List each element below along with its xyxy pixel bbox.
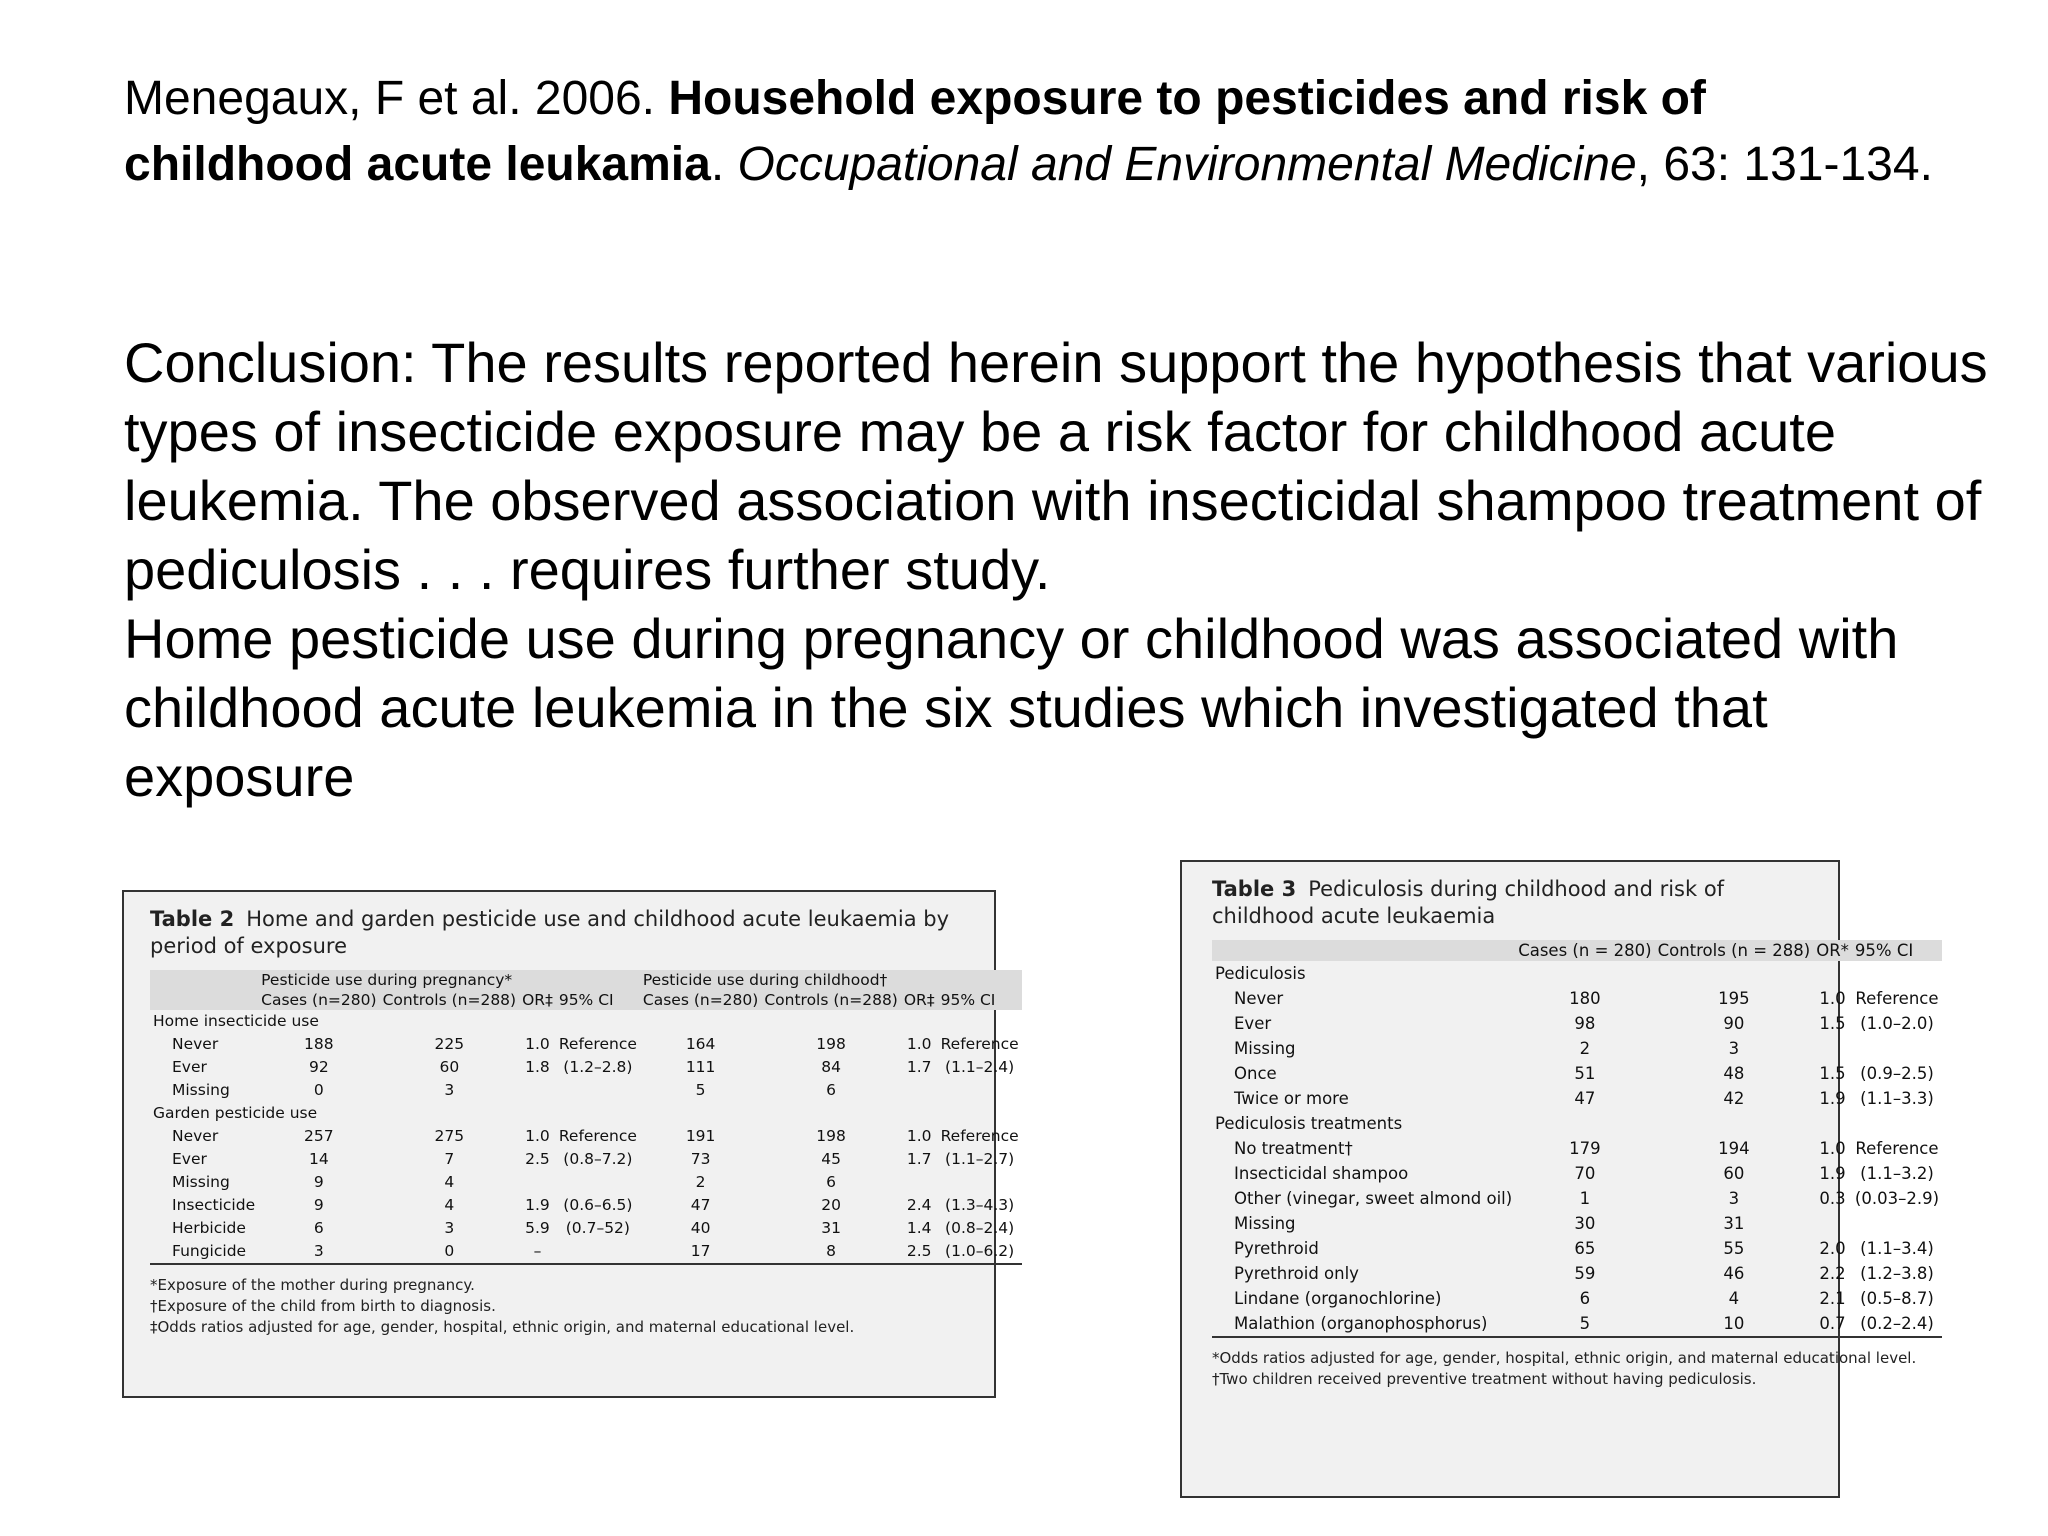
table-cell: 6 [1579,1289,1591,1308]
row-label: Never [172,1035,219,1053]
table-cell: 2.4 [906,1196,932,1214]
row-label: Pyrethroid [1234,1239,1319,1258]
table-2-image [122,890,1019,1398]
table-bottom-rule [1212,1337,1942,1340]
table-cell: 198 [816,1127,846,1145]
table-row [150,1079,1022,1102]
table-cell: 60 [1723,1164,1745,1183]
table-row [1212,1136,1942,1161]
table-cell: 3 [444,1219,455,1237]
table-cell: Reference [940,1035,1019,1053]
footnote: †Exposure of the child from birth to diagnosis. [150,1297,496,1315]
table-cell: 48 [1723,1064,1745,1083]
table-cell: 60 [439,1058,460,1076]
table-cell: (1.1–3.4) [1860,1239,1934,1258]
table-cell: 10 [1723,1314,1745,1333]
table-cell: 8 [826,1242,837,1260]
table-section-row [150,1102,1022,1125]
table-cell: 1.4 [906,1219,932,1237]
row-label: Never [172,1127,219,1145]
section-title: Home insecticide use [153,1012,319,1030]
citation-journal: Occupational and Environmental Medicine [737,138,1637,191]
table-cell: (1.3–4.3) [945,1196,1015,1214]
row-label: Twice or more [1234,1089,1349,1108]
footnote: ‡Odds ratios adjusted for age, gender, hospital, ethnic origin, and maternal educational level. [150,1318,855,1336]
table-row [1212,1036,1942,1061]
table-row [1212,1186,1942,1211]
table-cell: 9 [313,1173,324,1191]
table-cell: Reference [1855,1139,1939,1158]
table-cell: 2.5 [525,1150,550,1168]
row-label: Missing [172,1081,230,1099]
table-cell [1852,1036,1942,1061]
table-cell: 191 [685,1127,716,1145]
table-2-group-header: Pesticide use during pregnancy* [258,970,640,990]
section-title: Garden pesticide use [153,1104,318,1122]
table-cell: 65 [1574,1239,1596,1258]
table-cell: 46 [1723,1264,1745,1283]
table-cell: 198 [816,1035,846,1053]
row-label: No treatment† [1234,1139,1353,1158]
table-cell [901,1171,938,1194]
table-cell: 1.7 [906,1150,932,1168]
table-cell: 2.0 [1819,1239,1846,1258]
table-cell: 51 [1574,1064,1596,1083]
table-cell: 188 [304,1035,334,1053]
table-cell: 257 [304,1127,334,1145]
table-row [1212,1061,1942,1086]
section-title: Pediculosis treatments [1215,1114,1403,1133]
table-row [1212,1086,1942,1111]
table-cell: 6 [826,1081,837,1099]
table-section-row [1212,961,1942,986]
column-header: Cases (n = 280) [1515,940,1654,961]
table-cell: 1.0 [906,1127,932,1145]
table-cell: (0.6–6.5) [563,1196,633,1214]
table-cell: 1.0 [525,1127,550,1145]
table-cell: 3 [1728,1039,1740,1058]
table-cell: 0.7 [1819,1314,1846,1333]
citation-title: Household exposure to pesticides and risk of childhood acute leukamia [124,72,1706,191]
table-3-footnotes [1212,1348,1917,1390]
table-cell [1813,1036,1852,1061]
table-cell: 47 [1574,1089,1596,1108]
table-cell: (1.1–2.7) [945,1150,1015,1168]
table-cell: 2 [695,1173,706,1191]
column-header: Controls (n=288) [380,990,520,1010]
table-cell: (1.1–3.2) [1860,1164,1934,1183]
table-cell: (0.2–2.4) [1860,1314,1934,1333]
table-cell: 59 [1574,1264,1596,1283]
table-cell: 1.0 [906,1035,932,1053]
table-cell: 225 [434,1035,465,1053]
table-cell: (1.0–6.2) [945,1242,1015,1260]
table-cell [1852,1211,1942,1236]
table-cell: 84 [821,1058,841,1076]
table-cell: 0 [313,1081,324,1099]
table-cell: 30 [1574,1214,1596,1233]
table-3-image [1180,860,1940,1498]
table-cell: 90 [1723,1014,1745,1033]
column-header: 95% CI [1852,940,1942,961]
table-2-grid [150,970,1022,1267]
table-cell: 73 [690,1150,711,1168]
table-cell: 180 [1569,989,1601,1008]
table-cell: 1.0 [1819,1139,1846,1158]
table-cell: (0.8–7.2) [563,1150,633,1168]
table-cell: 3 [313,1242,324,1260]
table-cell: 5 [1579,1314,1591,1333]
column-header: OR* [1813,940,1852,961]
table-row [1212,1161,1942,1186]
table-3-caption [1212,876,1816,930]
table-row [1212,1011,1942,1036]
conclusion [124,328,2004,811]
row-label: Ever [172,1058,207,1076]
table-row [1212,1286,1942,1311]
table-cell: (0.8–2.4) [945,1219,1015,1237]
table-cell: 40 [690,1219,711,1237]
table-cell: (0.9–2.5) [1860,1064,1934,1083]
table-cell: 3 [444,1081,455,1099]
table-row [1212,986,1942,1011]
table-cell: 1.7 [906,1058,932,1076]
table-cell: (0.7–52) [565,1219,630,1237]
table-3-label: Table 3 [1212,877,1297,901]
table-cell: 4 [1728,1289,1740,1308]
table-2-footnotes [150,1275,970,1338]
table-cell: (0.03–2.9) [1854,1189,1940,1208]
table-row [150,1033,1022,1056]
table-cell: 70 [1574,1164,1596,1183]
footnote: *Exposure of the mother during pregnancy. [150,1276,475,1294]
row-label: Missing [1234,1039,1296,1058]
table-cell: 4 [444,1196,455,1214]
table-cell: 6 [313,1219,324,1237]
table-cell: (1.2–3.8) [1860,1264,1934,1283]
table-cell [556,1171,640,1194]
row-label: Ever [1234,1014,1272,1033]
table-row [1212,1311,1942,1337]
column-header: Cases (n=280) [258,990,379,1010]
table-cell: 4 [444,1173,455,1191]
table-cell: (1.1–2.4) [945,1058,1015,1076]
table-cell [519,1171,556,1194]
table-cell: (0.5–8.7) [1860,1289,1934,1308]
row-label: Malathion (organophosphorus) [1234,1314,1488,1333]
table-cell: 179 [1569,1139,1601,1158]
row-label: Once [1234,1064,1277,1083]
table-cell: Reference [1855,989,1939,1008]
table-cell: 1.5 [1819,1064,1846,1083]
table-section-row [1212,1111,1942,1136]
row-label: Herbicide [172,1219,246,1237]
table-cell: 1.8 [525,1058,550,1076]
table-row [150,1125,1022,1148]
table-cell: 55 [1723,1239,1745,1258]
table-cell: 9 [313,1196,324,1214]
column-header: Controls (n=288) [761,990,901,1010]
table-row [1212,1236,1942,1261]
row-label: Other (vinegar, sweet almond oil) [1234,1189,1513,1208]
table-cell: 164 [685,1035,716,1053]
citation-separator: . [710,138,738,191]
table-row [150,1148,1022,1171]
table-row [150,1056,1022,1079]
table-cell: 20 [821,1196,841,1214]
table-cell [938,1171,1022,1194]
table-cell: 1.0 [525,1035,550,1053]
citation-authors: Menegaux, F et al. 2006. [124,72,669,125]
table-cell [901,1079,938,1102]
table-cell: 111 [685,1058,716,1076]
table-cell [1813,1211,1852,1236]
table-cell: 194 [1718,1139,1750,1158]
column-header: Controls (n = 288) [1655,940,1814,961]
table-cell: 5.9 [525,1219,550,1237]
table-2-caption-text: Home and garden pesticide use and childhood acute leukaemia by period of exposure [150,907,950,958]
table-row [1212,1211,1942,1236]
table-cell: 1 [1579,1189,1591,1208]
table-cell: 92 [308,1058,329,1076]
table-cell: 31 [821,1219,841,1237]
table-cell: 2.1 [1819,1289,1846,1308]
column-header: OR‡ [519,990,556,1010]
table-cell: Reference [558,1127,637,1145]
table-2-caption [150,906,970,960]
table-cell: 0 [444,1242,455,1260]
row-label: Fungicide [172,1242,247,1260]
column-header: 95% CI [938,990,1022,1010]
table-cell: Reference [558,1035,637,1053]
citation-volume-pages: , 63: 131-134. [1636,138,1933,191]
row-label: Missing [172,1173,230,1191]
column-header: Cases (n=280) [640,990,761,1010]
row-label: Ever [172,1150,207,1168]
table-cell: 1.9 [525,1196,550,1214]
column-header: OR‡ [901,990,938,1010]
table-cell: (1.1–3.3) [1860,1089,1934,1108]
table-cell: 31 [1723,1214,1745,1233]
column-header: 95% CI [556,990,640,1010]
table-cell: – [533,1242,542,1260]
table-row [150,1194,1022,1217]
table-cell: 98 [1574,1014,1596,1033]
row-label: Lindane (organochlorine) [1234,1289,1442,1308]
footnote: *Odds ratios adjusted for age, gender, hospital, ethnic origin, and maternal educational level. [1212,1349,1917,1367]
table-cell: 45 [821,1150,841,1168]
table-row [150,1171,1022,1194]
conclusion-paragraph-1: Conclusion: The results reported herein support the hypothesis that various types of insecticide exposure may be a risk factor for childhood acute leukemia. The observed association with insecticidal shampoo treatment of pediculosis . . . requires further study. [124,331,1988,601]
table-cell: 6 [826,1173,837,1191]
citation [124,66,1944,198]
row-label: Missing [1234,1214,1296,1233]
table-cell: 2.2 [1819,1264,1846,1283]
table-row [150,1217,1022,1240]
table-cell: 7 [444,1150,455,1168]
table-cell [519,1079,556,1102]
table-row [150,1240,1022,1264]
table-cell: (1.2–2.8) [563,1058,633,1076]
row-label: Insecticidal shampoo [1234,1164,1409,1183]
table-3-caption-text: Pediculosis during childhood and risk of childhood acute leukaemia [1212,877,1725,928]
table-cell: 5 [695,1081,706,1099]
row-label: Pyrethroid only [1234,1264,1359,1283]
table-cell: 1.9 [1819,1164,1846,1183]
table-cell: 0.3 [1819,1189,1846,1208]
table-bottom-rule [150,1264,1022,1267]
table-cell: 1.9 [1819,1089,1846,1108]
table-cell: 2 [1579,1039,1591,1058]
table-cell [938,1079,1022,1102]
row-label: Insecticide [172,1196,256,1214]
table-cell: 195 [1718,989,1750,1008]
table-cell: 3 [1728,1189,1740,1208]
table-cell [556,1079,640,1102]
table-section-row [150,1010,1022,1033]
table-cell [556,1240,640,1264]
row-label: Never [1234,989,1284,1008]
table-cell: 42 [1723,1089,1745,1108]
table-cell: 1.0 [1819,989,1846,1008]
table-cell: (1.0–2.0) [1860,1014,1934,1033]
section-title: Pediculosis [1215,964,1306,983]
footnote: †Two children received preventive treatment without having pediculosis. [1212,1370,1757,1388]
table-2-group-header: Pesticide use during childhood† [640,970,1022,990]
table-cell: 14 [308,1150,329,1168]
table-3-grid [1212,940,1942,1340]
table-row [1212,1261,1942,1286]
table-cell: 1.5 [1819,1014,1846,1033]
table-cell: 47 [690,1196,711,1214]
table-cell: 2.5 [906,1242,932,1260]
table-cell: 275 [434,1127,465,1145]
table-2-label: Table 2 [150,907,235,931]
conclusion-paragraph-2: Home pesticide use during pregnancy or childhood was associated with childhood acute leukemia in the six studies which investigated that exposure [124,607,1899,808]
table-cell: Reference [940,1127,1019,1145]
table-cell: 17 [690,1242,711,1260]
